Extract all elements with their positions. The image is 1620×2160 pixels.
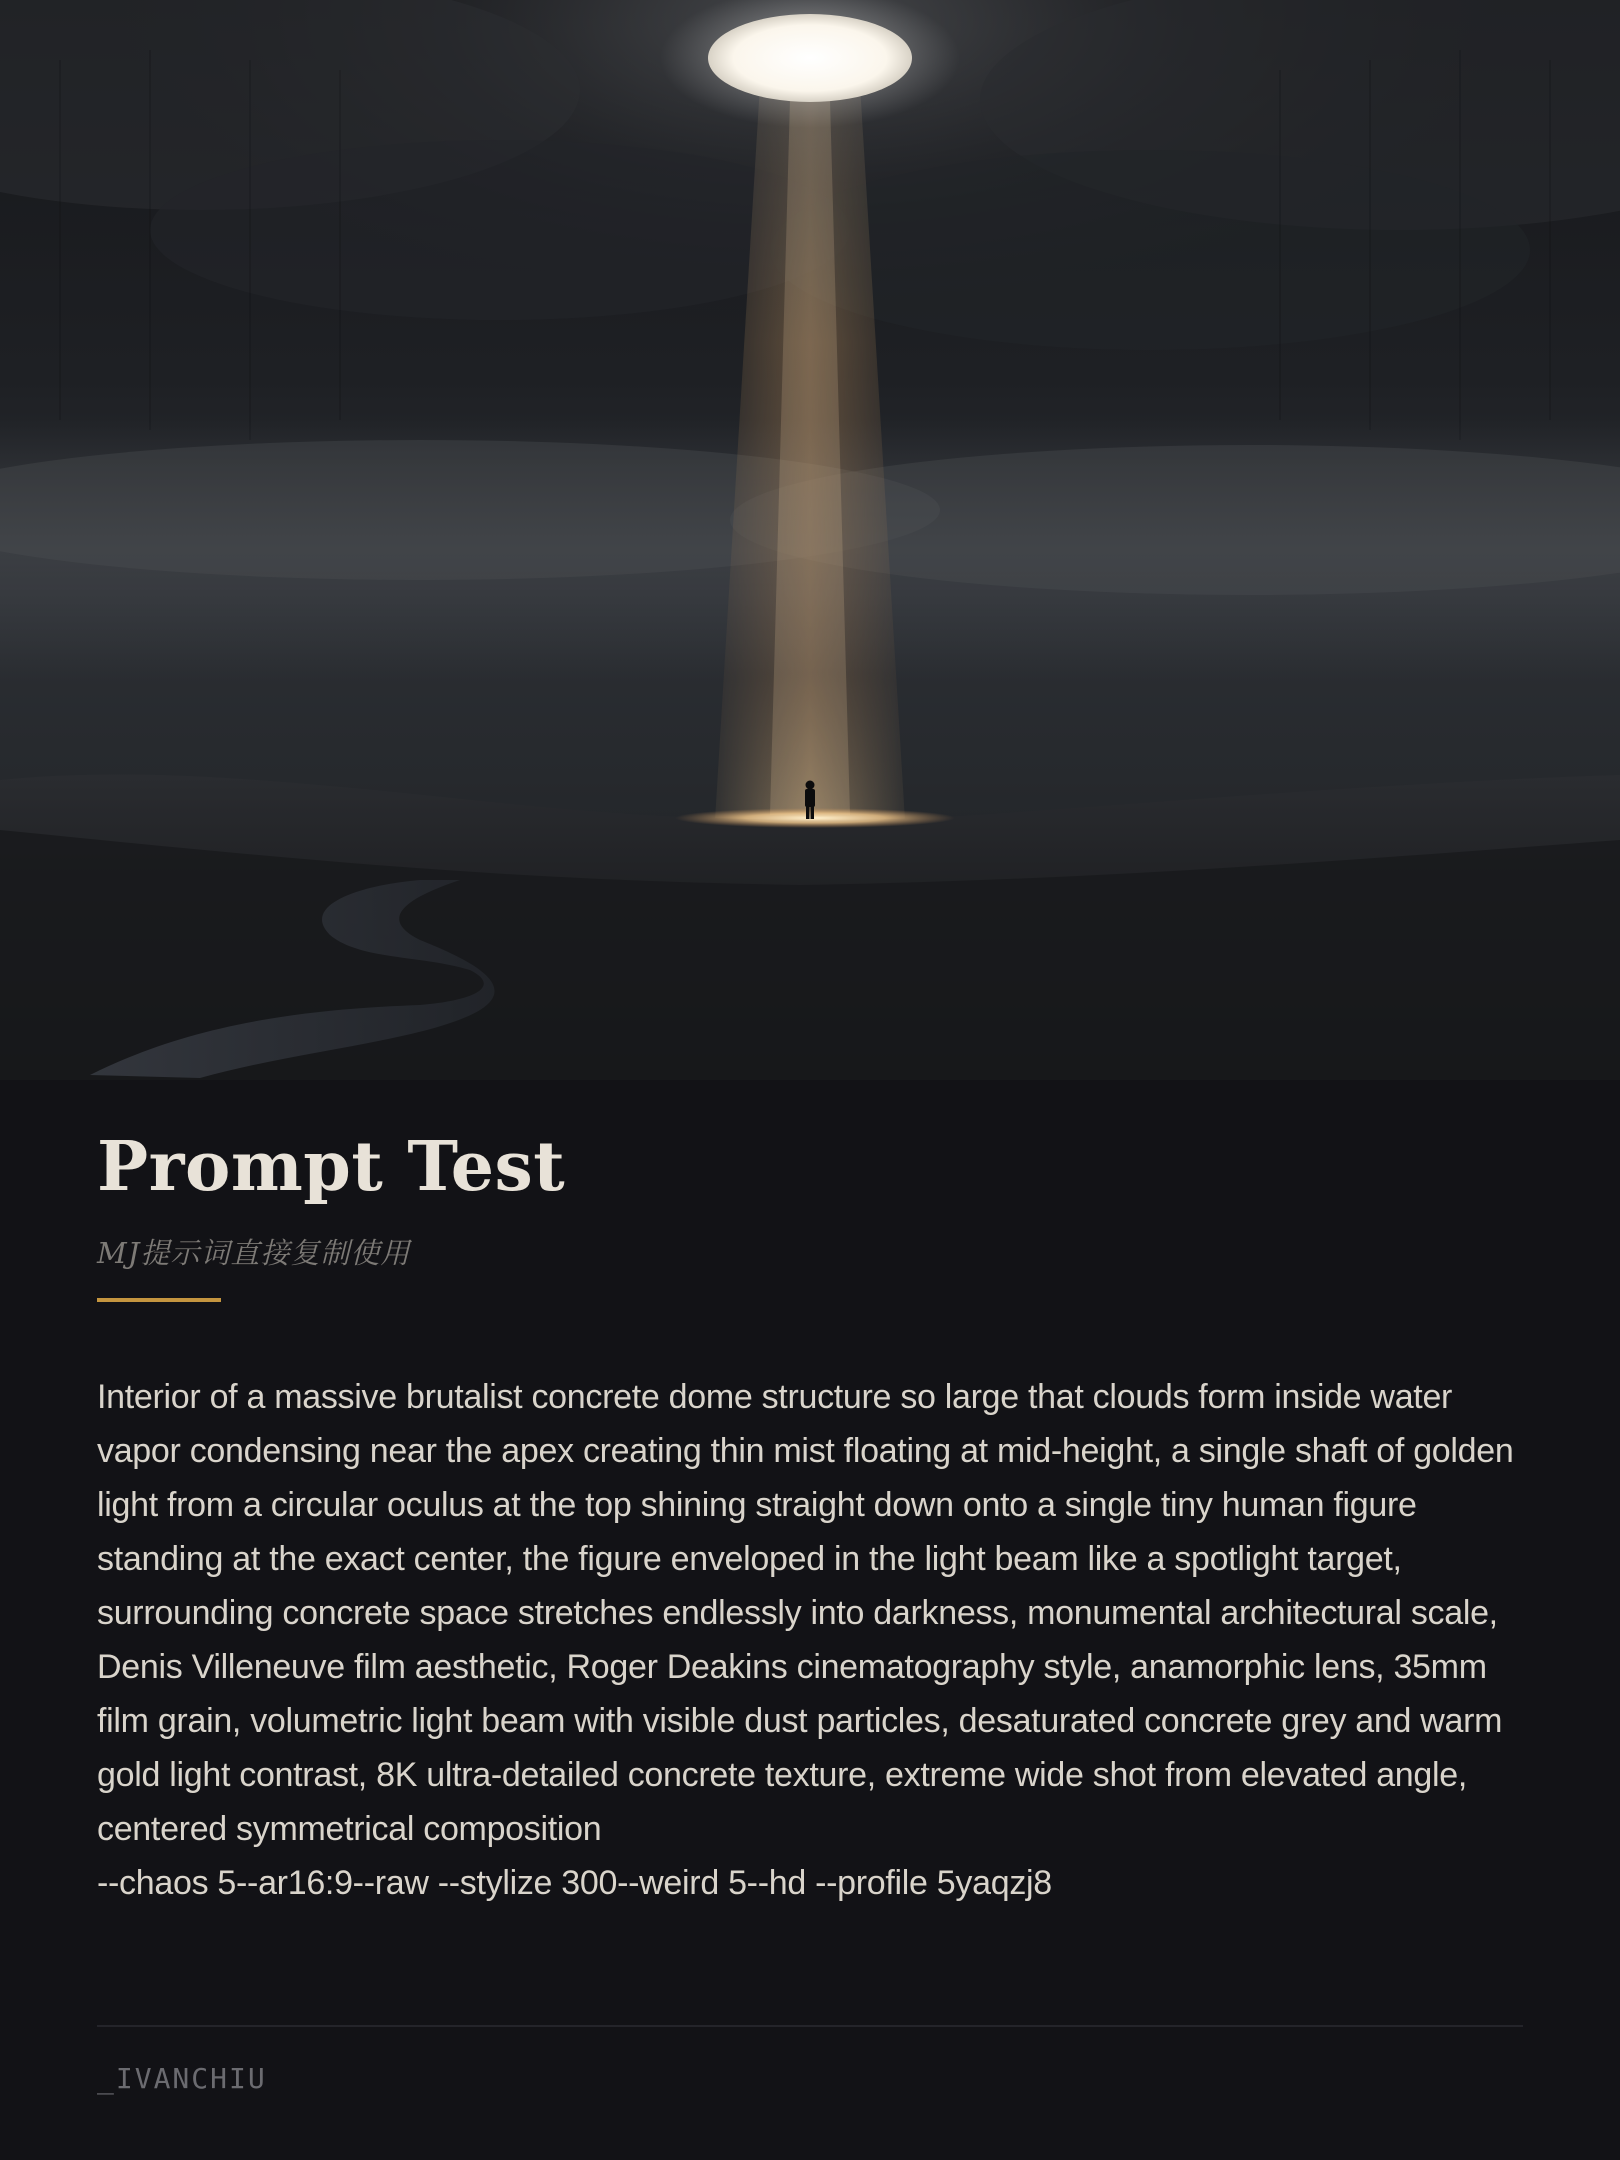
accent-divider [97,1298,221,1302]
prompt-text[interactable]: Interior of a massive brutalist concrete dome structure so large that clouds form inside water vapor condensing near the apex creating thin mist floating at mid-height, a single shaft of golden light from a circular oculus at the top shining straight down onto a single tiny human figure standing at the exact center, the figure enveloped in the light beam like a spotlight target, surrounding concrete space stretches endlessly into darkness, monumental architectural scale, Denis Villeneuve film aesthetic, Roger Deakins cinematography style, anamorphic lens, 35mm film grain, volumetric light beam with visible dust particles, desaturated concrete grey and warm gold light contrast, 8K ultra-detailed concrete texture, extreme wide shot from elevated angle, centered symmetrical composition [97,1377,1514,1848]
prompt-params[interactable]: --chaos 5--ar16:9--raw --stylize 300--weird 5--hd --profile 5yaqzj8 [97,1863,1052,1902]
author-handle: _IVANCHIU [97,2062,267,2095]
page-title: Prompt Test [97,1127,566,1207]
footer-divider [97,2025,1523,2027]
prompt-content [97,1127,1523,1910]
subtitle: MJ提示词直接复制使用 [97,1235,411,1270]
